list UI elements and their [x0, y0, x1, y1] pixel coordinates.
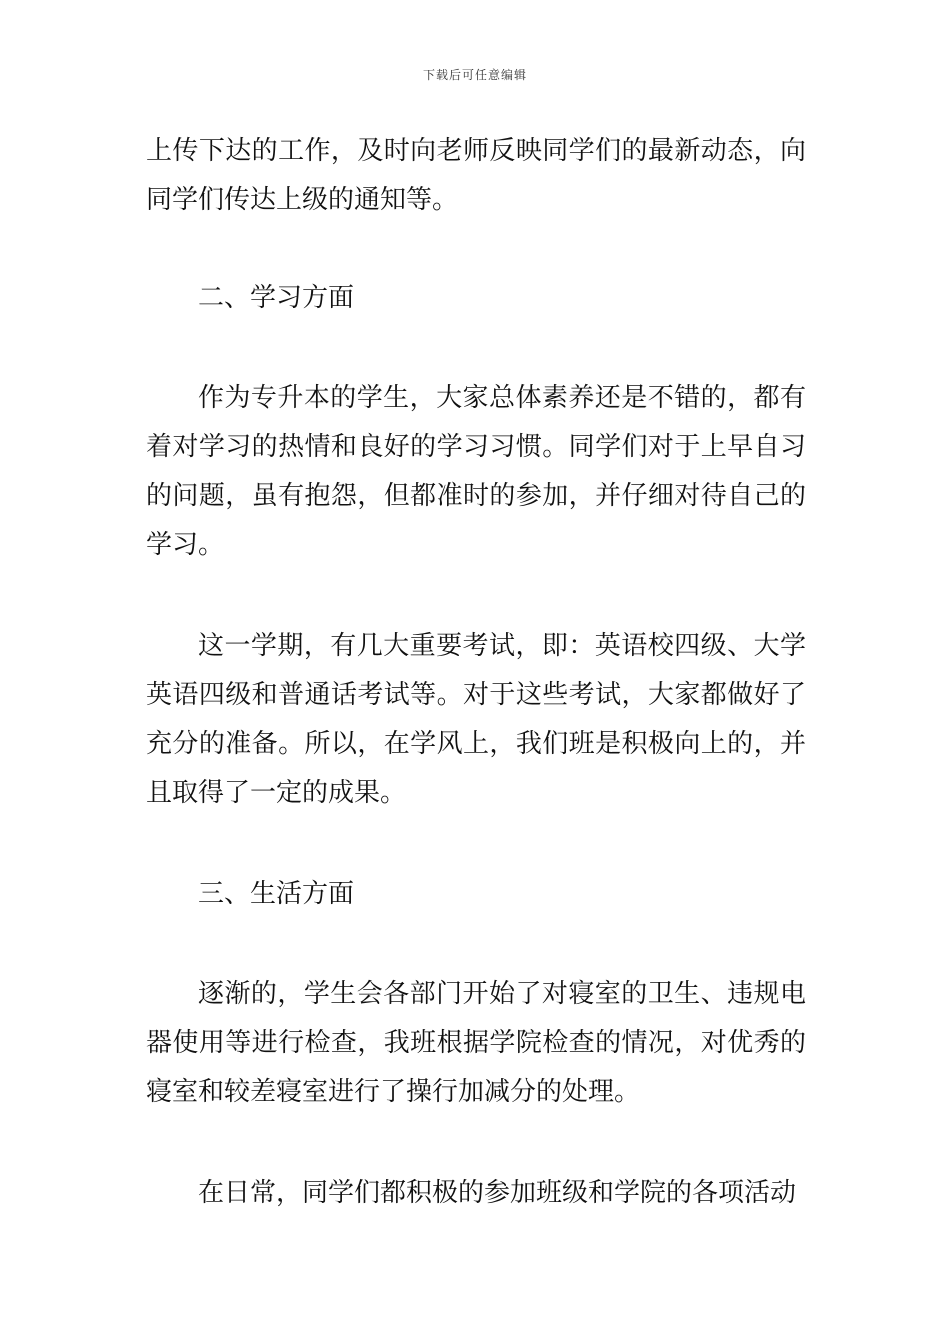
paragraph-dorm-inspection — [146, 970, 806, 1117]
paragraph-text: 上传下达的工作，及时向老师反映同学们的最新动态，向同学们传达上级的通知等。 — [146, 136, 806, 215]
paragraph-daily-activities — [146, 1169, 806, 1218]
paragraph-study-attitude — [146, 374, 806, 570]
paragraph-continuation — [146, 127, 806, 225]
paragraph-text: 逐渐的，学生会各部门开始了对寝室的卫生、违规电器使用等进行检查，我班根据学院检查的情况，对优秀的寝室和较差寝室进行了操行加减分的处理。 — [146, 979, 806, 1107]
paragraph-exams — [146, 622, 806, 818]
section-heading-study — [146, 274, 806, 323]
heading-text: 二、学习方面 — [198, 283, 355, 313]
heading-text: 三、生活方面 — [198, 879, 355, 909]
paragraph-text: 这一学期，有几大重要考试，即：英语校四级、大学英语四级和普通话考试等。对于这些考试，大家都做好了充分的准备。所以，在学风上，我们班是积极向上的，并且取得了一定的成果。 — [146, 631, 806, 808]
section-heading-life — [146, 870, 806, 919]
paragraph-text: 在日常，同学们都积极的参加班级和学院的各项活动 — [198, 1178, 797, 1208]
header-note: 下载后可任意编辑 — [422, 68, 527, 82]
paragraph-text: 作为专升本的学生，大家总体素养还是不错的，都有着对学习的热情和良好的学习习惯。同学们对于上早自习的问题，虽有抱怨，但都准时的参加，并仔细对待自己的学习。 — [146, 383, 806, 560]
